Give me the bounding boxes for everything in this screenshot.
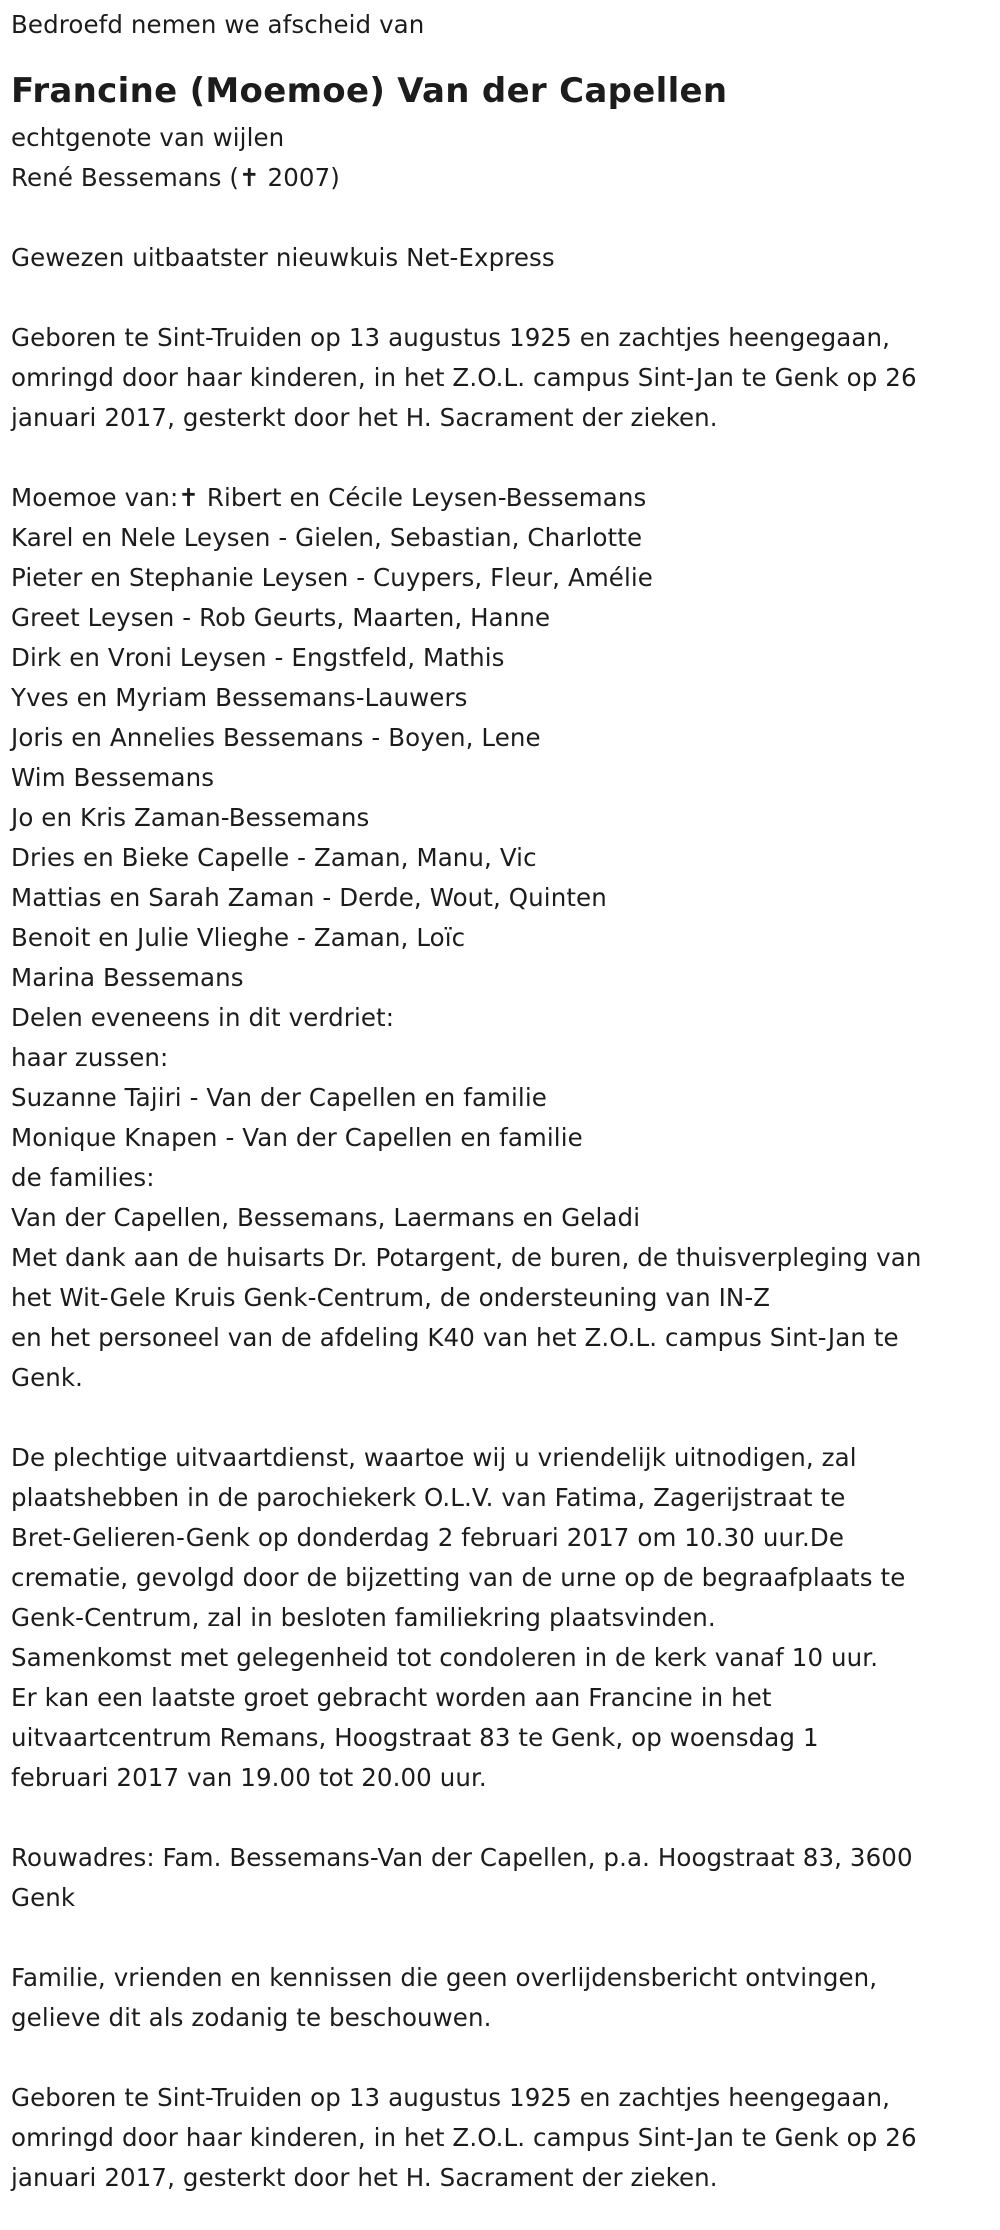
notice-line: Familie, vrienden en kennissen die geen overlijdensbericht ontvingen, bbox=[11, 1963, 878, 1992]
paragraph-gap bbox=[11, 198, 991, 238]
spouse-line: echtgenote van wijlen bbox=[11, 123, 285, 152]
paragraph-gap bbox=[11, 1398, 991, 1438]
notice-line: gelieve dit als zodanig te beschouwen. bbox=[11, 2003, 492, 2032]
family-line: Karel en Nele Leysen - Gielen, Sebastian, Charlotte bbox=[11, 523, 643, 552]
paragraph-gap bbox=[11, 438, 991, 478]
family-line: Joris en Annelies Bessemans - Boyen, Lene bbox=[11, 723, 541, 752]
family-line: Delen eveneens in dit verdriet: bbox=[11, 1003, 395, 1032]
family-line: Moemoe van:✝ Ribert en Cécile Leysen-Bessemans bbox=[11, 483, 647, 512]
ceremony-line: februari 2017 van 19.00 tot 20.00 uur. bbox=[11, 1763, 487, 1792]
spouse-line: René Bessemans (✝ 2007) bbox=[11, 163, 340, 192]
spouse-section bbox=[11, 118, 991, 198]
ceremony-line: Genk-Centrum, zal in besloten familiekring plaatsvinden. bbox=[11, 1603, 716, 1632]
address-section bbox=[11, 1838, 991, 1918]
intro-text: Bedroefd nemen we afscheid van bbox=[11, 10, 425, 39]
birth-death-line: Geboren te Sint-Truiden op 13 augustus 1925 en zachtjes heengegaan, bbox=[11, 323, 891, 352]
family-line: Dirk en Vroni Leysen - Engstfeld, Mathis bbox=[11, 643, 505, 672]
paragraph-gap bbox=[11, 2038, 991, 2078]
family-line: Met dank aan de huisarts Dr. Potargent, de buren, de thuisverpleging van bbox=[11, 1243, 922, 1272]
family-line: Van der Capellen, Bessemans, Laermans en Geladi bbox=[11, 1203, 641, 1232]
ceremony-line: uitvaartcentrum Remans, Hoogstraat 83 te Genk, op woensdag 1 bbox=[11, 1723, 819, 1752]
family-line: Dries en Bieke Capelle - Zaman, Manu, Vic bbox=[11, 843, 537, 872]
birth-death-line: Geboren te Sint-Truiden op 13 augustus 1925 en zachtjes heengegaan, bbox=[11, 2083, 891, 2112]
birth-death-line: omringd door haar kinderen, in het Z.O.L. campus Sint-Jan te Genk op 26 bbox=[11, 2123, 917, 2152]
family-line: het Wit-Gele Kruis Genk-Centrum, de ondersteuning van IN-Z bbox=[11, 1283, 771, 1312]
family-line: Monique Knapen - Van der Capellen en familie bbox=[11, 1123, 583, 1152]
ceremony-line: Er kan een laatste groet gebracht worden aan Francine in het bbox=[11, 1683, 772, 1712]
family-line: Genk. bbox=[11, 1363, 84, 1392]
family-line: Wim Bessemans bbox=[11, 763, 215, 792]
birth-death-line: januari 2017, gesterkt door het H. Sacrament der zieken. bbox=[11, 2163, 718, 2192]
ceremony-line: Bret-Gelieren-Genk op donderdag 2 februari 2017 om 10.30 uur.De bbox=[11, 1523, 845, 1552]
family-line: de families: bbox=[11, 1163, 155, 1192]
birth-death-section bbox=[11, 318, 991, 438]
family-line: Suzanne Tajiri - Van der Capellen en familie bbox=[11, 1083, 547, 1112]
ceremony-line: De plechtige uitvaartdienst, waartoe wij u vriendelijk uitnodigen, zal bbox=[11, 1443, 857, 1472]
birth-death-repeat-section bbox=[11, 2078, 991, 2198]
family-line: Greet Leysen - Rob Geurts, Maarten, Hanne bbox=[11, 603, 551, 632]
family-line: Marina Bessemans bbox=[11, 963, 244, 992]
paragraph-gap bbox=[11, 1798, 991, 1838]
family-line: Yves en Myriam Bessemans-Lauwers bbox=[11, 683, 468, 712]
ceremony-line: Samenkomst met gelegenheid tot condoleren in de kerk vanaf 10 uur. bbox=[11, 1643, 879, 1672]
family-line: Pieter en Stephanie Leysen - Cuypers, Fleur, Amélie bbox=[11, 563, 653, 592]
family-line: Jo en Kris Zaman-Bessemans bbox=[11, 803, 370, 832]
address-line: Genk bbox=[11, 1883, 76, 1912]
notice-section bbox=[11, 1958, 991, 2038]
birth-death-line: januari 2017, gesterkt door het H. Sacrament der zieken. bbox=[11, 403, 718, 432]
occupation-text: Gewezen uitbaatster nieuwkuis Net-Express bbox=[11, 243, 555, 272]
deceased-name: Francine (Moemoe) Van der Capellen bbox=[11, 71, 728, 111]
ceremony-line: crematie, gevolgd door de bijzetting van de urne op de begraafplaats te bbox=[11, 1563, 906, 1592]
family-line: haar zussen: bbox=[11, 1043, 169, 1072]
address-line: Rouwadres: Fam. Bessemans-Van der Capellen, p.a. Hoogstraat 83, 3600 bbox=[11, 1843, 913, 1872]
birth-death-line: omringd door haar kinderen, in het Z.O.L. campus Sint-Jan te Genk op 26 bbox=[11, 363, 917, 392]
ceremony-line: plaatshebben in de parochiekerk O.L.V. van Fatima, Zagerijstraat te bbox=[11, 1483, 846, 1512]
paragraph-gap bbox=[11, 278, 991, 318]
family-line: Mattias en Sarah Zaman - Derde, Wout, Quinten bbox=[11, 883, 607, 912]
paragraph-gap bbox=[11, 1918, 991, 1958]
family-line: en het personeel van de afdeling K40 van het Z.O.L. campus Sint-Jan te bbox=[11, 1323, 899, 1352]
family-section bbox=[11, 478, 991, 1398]
ceremony-section bbox=[11, 1438, 991, 1798]
obituary-document bbox=[11, 8, 991, 2198]
family-line: Benoit en Julie Vlieghe - Zaman, Loïc bbox=[11, 923, 466, 952]
